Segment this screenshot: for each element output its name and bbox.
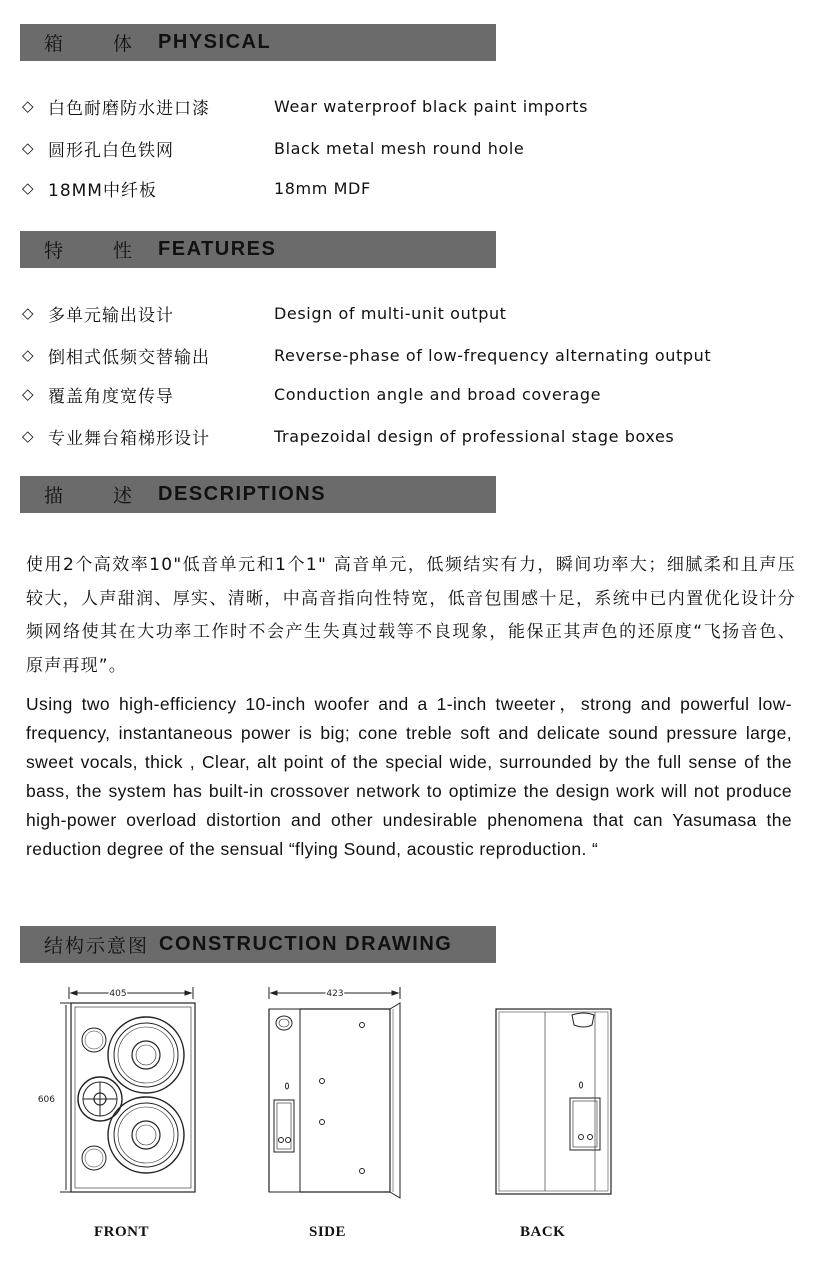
section-header-descriptions	[20, 476, 496, 513]
item-cn: 白色耐磨防水进口漆	[48, 98, 210, 119]
section-title-en: FEATURES	[158, 238, 277, 260]
section-header-features	[20, 231, 496, 268]
section-title-cn: 特 性	[44, 240, 155, 262]
height-dimension: 606	[37, 1095, 55, 1105]
item-cn: 倒相式低频交替输出	[48, 347, 210, 368]
diamond-outline-icon: ◇	[22, 346, 34, 364]
description-cn: 使用2个高效率10"低音单元和1个1" 高音单元，低频结实有力，瞬间功率大；细腻柔和且声压较大，人声甜润、厚实、清晰，中高音指向性特宽，低音包围感十足，系统中已内置优化设计分频网络使其在大功率工作时不会产生失真过载等不良现象，能保正其声色的还原度“飞扬音色、原声再现”。	[26, 555, 796, 676]
description-en: Using two high-efficiency 10-inch woofer and a 1-inch tweeter，strong and powerful low-frequency, instantaneous power is big; cone treble soft and delicate sound pressure large, sweet vocals, thick , Clear, alt point of the special wide, surrounded by the full sense of the bass, the system has built-in crossover network to optimize the design work will not produce high-power overload distortion and other undesirable phenomena that can Yasumasa the reduction degree of the sensual “flying Sound, acoustic reproduction. “	[26, 694, 792, 859]
diamond-outline-icon: ◇	[22, 304, 34, 322]
list-item	[22, 135, 802, 161]
item-cn: 多单元输出设计	[48, 305, 174, 326]
item-en: Wear waterproof black paint imports	[274, 96, 589, 116]
diamond-outline-icon: ◇	[22, 385, 34, 403]
back-view-drawing	[492, 1003, 622, 1198]
list-item	[22, 93, 802, 119]
list-item	[22, 300, 802, 326]
section-title-en: DESCRIPTIONS	[158, 483, 327, 505]
item-en: 18mm MDF	[274, 178, 371, 198]
section-header-construction	[20, 926, 496, 963]
diamond-outline-icon: ◇	[22, 139, 34, 157]
section-title-en: CONSTRUCTION DRAWING	[159, 933, 453, 955]
item-cn: 圆形孔白色铁网	[48, 140, 174, 161]
section-header-physical	[20, 24, 496, 61]
diamond-outline-icon: ◇	[22, 427, 34, 445]
item-cn: 覆盖角度宽传导	[48, 386, 174, 407]
side-label: SIDE	[309, 1224, 347, 1240]
item-cn: 18MM中纤板	[48, 180, 157, 201]
section-title-cn: 箱 体	[44, 33, 155, 55]
front-view-drawing	[37, 985, 210, 1200]
item-en: Conduction angle and broad coverage	[274, 384, 602, 404]
list-item	[22, 381, 802, 407]
item-en: Design of multi-unit output	[274, 303, 507, 323]
side-view-drawing	[262, 985, 412, 1200]
list-item	[22, 175, 802, 201]
diamond-outline-icon: ◇	[22, 97, 34, 115]
depth-dimension: 423	[326, 989, 344, 999]
item-en: Black metal mesh round hole	[274, 138, 525, 158]
section-title-en: PHYSICAL	[158, 31, 272, 53]
list-item	[22, 342, 802, 368]
section-title-cn: 描 述	[44, 485, 155, 507]
front-label: FRONT	[94, 1224, 149, 1240]
item-cn: 专业舞台箱梯形设计	[48, 428, 210, 449]
width-dimension: 405	[109, 989, 127, 999]
list-item	[22, 423, 802, 449]
back-label: BACK	[520, 1224, 566, 1240]
diamond-outline-icon: ◇	[22, 179, 34, 197]
item-en: Trapezoidal design of professional stage boxes	[274, 426, 675, 446]
item-en: Reverse-phase of low-frequency alternating output	[274, 345, 712, 365]
section-title-cn: 结构示意图	[44, 935, 150, 957]
